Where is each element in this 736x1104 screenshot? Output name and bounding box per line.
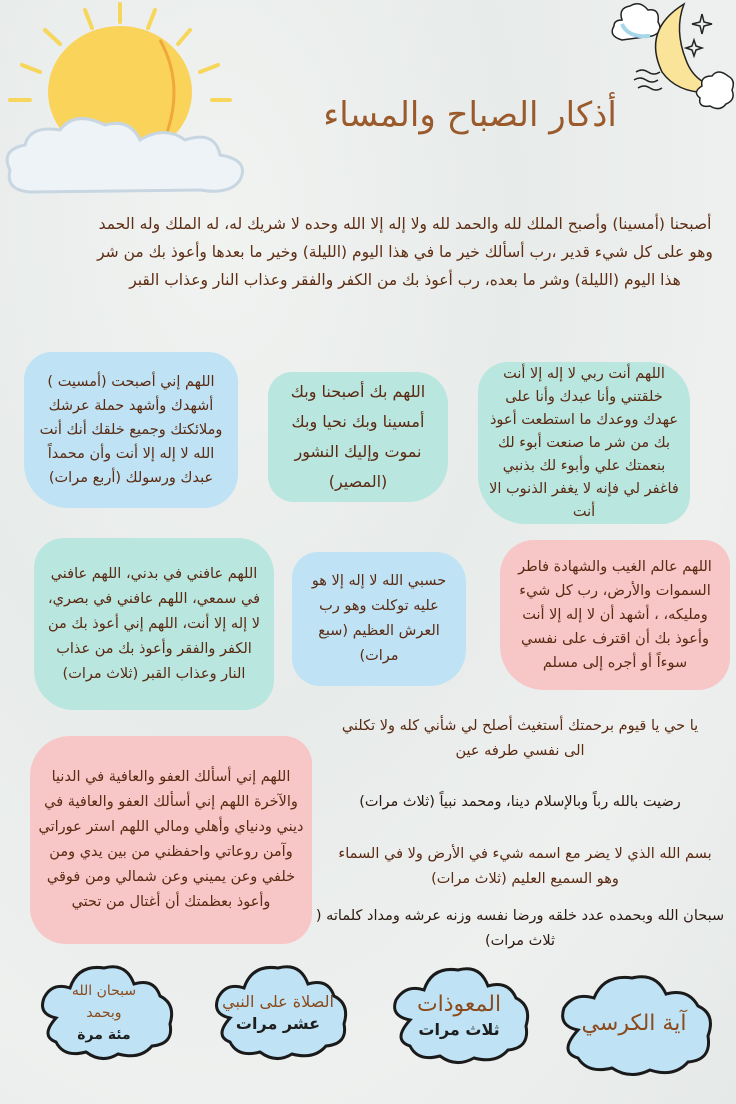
dhikr-ya-hayy: يا حي يا قيوم برحمتك أستغيث أصلح لي شأني كله ولا تكلني الى نفسي طرفه عين [341, 718, 699, 759]
card-text: اللهم إني أصبحت (أمسيت ) أشهدك وأشهد حملة عرشك وملائكتك وجميع خلقك أنك أنت الله لا إله إلا أنت وأن محمداً عبدك ورسولك (أربع مرات) [39, 374, 223, 486]
card-sayyid-istighfar [478, 362, 690, 524]
cloud-count: عشر مرات [235, 1014, 321, 1033]
page-title: أذكار الصباح والمساء [323, 95, 617, 135]
card-afini [34, 538, 274, 710]
card-text: اللهم بك أصبحنا وبك أمسينا وبك نحيا وبك نموت وإليك النشور (المصير) [290, 382, 426, 491]
dhikr-subhanallah-adad: سبحان الله وبحمده عدد خلقه ورضا نفسه وزنه عرشه ومداد كلماته ( ثلاث مرات) [315, 908, 725, 949]
card-text: اللهم عالم الغيب والشهادة فاطر السموات والأرض، رب كل شيء ومليكه، ، أشهد أن لا إله إلا أنت وأعوذ بك أن اقترف على نفسي سوءاً أو أجره إلى مسلم [518, 559, 712, 671]
cloud-label: الصلاة على النبي [222, 992, 334, 1011]
cloud-label: سبحان الله وبحمد [71, 983, 137, 1021]
cloud-subhanallah-bihamdih [32, 958, 176, 1068]
cloud-label: المعوذات [416, 992, 502, 1017]
card-bika-asbahna [268, 372, 448, 502]
intro-dhikr: أصبحنا (أمسينا) وأصبح الملك لله والحمد لله ولا إله إلا الله وحده لا شريك له، له الملك وله الحمد وهو على كل شيء قدير ،رب أسألك خير ما في هذا اليوم (الليلة) وخير ما بعدها وأعوذ بك من شر هذا اليوم (الليلة) وشر ما بعده، رب أعوذ بك من الكفر والفقر وعذاب النار وعذاب القبر [97, 215, 713, 289]
card-ushhiduka [24, 352, 238, 508]
cloud-almuawwidhat [384, 960, 534, 1072]
cloud-count: مئة مرة [77, 1027, 131, 1043]
cloud-salah-nabi [206, 958, 350, 1068]
card-text: اللهم أنت ربي لا إله إلا أنت خلقتني وأنا عبدك وأنا على عهدك ووعدك ما استطعت أعوذ بك من شر ما صنعت أبوء لك بنعمتك علي وأبوء لك بذنبي فاغفر لي فإنه لا يغفر الذنوب الا أنت [489, 365, 679, 520]
card-text: اللهم عافني في بدني، اللهم عافني في سمعي، اللهم عافني في بصري، لا إله إلا أنت، اللهم إني أعوذ بك من الكفر والفقر وأعوذ بك من عذاب النار وعذاب القبر (ثلاث مرات) [47, 565, 261, 682]
cloud-ayat-alkursi [548, 964, 720, 1084]
card-alim-alghayb [500, 540, 730, 690]
cloud-count: ثلاث مرات [418, 1020, 500, 1039]
card-text: اللهم إني أسألك العفو والعافية في الدنيا والآخرة اللهم إني أسألك العفو والعافية في ديني ودنياي وأهلي ومالي اللهم استر عوراتي وآمن روعاتي واحفظني من بين يدي ومن خلفي وعن يميني وعن شمالي ومن فوقي وأعوذ بعظمتك أن أغتال من تحتي [38, 769, 304, 910]
dhikr-raditu: رضيت بالله رباً وبالإسلام دينا، ومحمد نبياً (ثلاث مرات) [359, 794, 681, 810]
card-alafw [30, 736, 312, 944]
cloud-label: آية الكرسي [581, 1011, 687, 1036]
dhikr-bismillah: بسم الله الذي لا يضر مع اسمه شيء في الأرض ولا في السماء وهو السميع العليم (ثلاث مرات) [338, 846, 712, 887]
card-text: حسبي الله لا إله إلا هو عليه توكلت وهو رب العرش العظيم (سبع مرات) [311, 573, 447, 664]
card-hasbiyallah [292, 552, 466, 686]
sun-icon [0, 0, 260, 200]
